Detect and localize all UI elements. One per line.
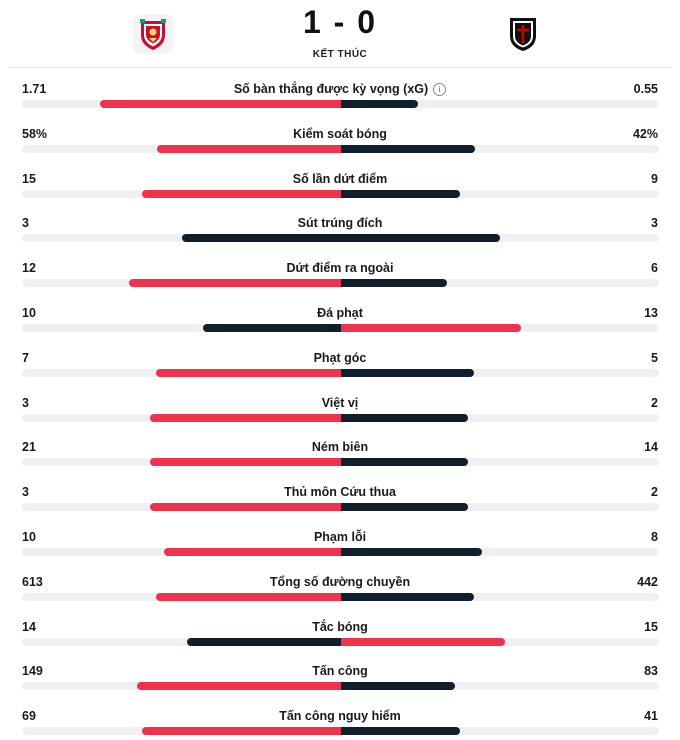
away-stat-value: 83 xyxy=(644,664,658,679)
stat-bar-track xyxy=(22,503,659,511)
stat-row xyxy=(0,292,680,337)
stat-label-text: Kiểm soát bóng xyxy=(293,126,387,141)
away-stat-bar xyxy=(341,548,482,556)
away-stat-bar xyxy=(341,324,521,332)
home-stat-bar xyxy=(150,458,341,466)
stat-row xyxy=(0,695,680,740)
stat-label xyxy=(0,306,680,320)
stat-row xyxy=(0,426,680,471)
away-stat-bar xyxy=(341,100,418,108)
home-stat-bar xyxy=(157,145,341,153)
home-stat-value: 58% xyxy=(22,126,48,141)
stat-row xyxy=(0,113,680,158)
home-stat-value: 149 xyxy=(22,664,43,679)
stat-label xyxy=(0,530,680,544)
stat-bar-track xyxy=(22,593,659,601)
stat-label xyxy=(0,351,680,365)
away-stat-bar xyxy=(341,593,474,601)
match-header xyxy=(0,0,680,66)
stat-row xyxy=(0,606,680,651)
home-stat-bar xyxy=(142,190,341,198)
away-stat-bar xyxy=(341,234,500,242)
home-stat-value: 21 xyxy=(22,440,36,455)
stat-bar-track xyxy=(22,279,659,287)
stat-label-text: Đá phạt xyxy=(317,305,363,320)
home-stat-bar xyxy=(150,414,341,422)
home-stat-bar xyxy=(100,100,341,108)
home-stat-bar xyxy=(150,503,341,511)
away-stat-bar xyxy=(341,414,468,422)
home-stat-value: 7 xyxy=(22,350,29,365)
stat-label xyxy=(0,82,680,96)
stat-label xyxy=(0,485,680,499)
stat-label xyxy=(0,709,680,723)
home-stat-bar xyxy=(182,234,341,242)
away-stat-value: 13 xyxy=(644,305,658,320)
home-stat-bar xyxy=(156,593,341,601)
home-stat-value: 14 xyxy=(22,619,36,634)
home-stat-value: 3 xyxy=(22,216,29,231)
away-stat-value: 2 xyxy=(651,485,658,500)
away-stat-value: 15 xyxy=(644,619,658,634)
away-stat-bar xyxy=(341,638,505,646)
home-stat-value: 69 xyxy=(22,709,36,724)
stat-label-text: Phạt góc xyxy=(313,350,367,365)
home-stat-value: 613 xyxy=(22,574,43,589)
away-stat-value: 6 xyxy=(651,261,658,276)
stat-bar-track xyxy=(22,145,659,153)
away-stat-value: 8 xyxy=(651,529,658,544)
stat-label-text: Số lần dứt điểm xyxy=(292,171,388,186)
home-stat-bar xyxy=(142,727,341,735)
stat-row xyxy=(0,247,680,292)
away-stat-value: 0.55 xyxy=(633,82,658,96)
home-stat-bar xyxy=(203,324,341,332)
stat-label-text: Việt vị xyxy=(321,395,359,410)
stat-row xyxy=(0,337,680,382)
home-stat-value: 1.71 xyxy=(22,82,47,96)
stats-list xyxy=(0,68,680,740)
stat-row xyxy=(0,561,680,606)
away-stat-value: 41 xyxy=(644,709,658,724)
away-stat-bar xyxy=(341,458,468,466)
stat-bar-track xyxy=(22,234,659,242)
info-icon[interactable]: i xyxy=(433,83,446,96)
stat-bar-track xyxy=(22,727,659,735)
stat-row xyxy=(0,158,680,203)
stat-label xyxy=(0,396,680,410)
stat-label xyxy=(0,664,680,678)
home-stat-bar xyxy=(156,369,342,377)
stat-label xyxy=(0,440,680,454)
stat-label-text: Tấn công xyxy=(312,664,368,679)
stat-bar-track xyxy=(22,682,659,690)
stat-label-text: Tấn công nguy hiểm xyxy=(279,709,401,724)
stat-row xyxy=(0,382,680,427)
away-stat-bar xyxy=(341,190,460,198)
match-score: 1 - 0 xyxy=(302,4,378,40)
stat-label-text: Tổng số đường chuyền xyxy=(269,574,411,589)
stat-label-text: Tắc bóng xyxy=(312,619,368,634)
stat-row xyxy=(0,202,680,247)
home-stat-bar xyxy=(164,548,341,556)
away-stat-value: 3 xyxy=(651,216,658,231)
stat-bar-track xyxy=(22,638,659,646)
stat-bar-track xyxy=(22,190,659,198)
home-stat-value: 12 xyxy=(22,261,36,276)
stat-label-text: Số bàn thắng được kỳ vọng (xG) xyxy=(233,82,429,96)
stat-row xyxy=(0,471,680,516)
stat-bar-track xyxy=(22,414,659,422)
stat-label xyxy=(0,216,680,230)
home-stat-bar xyxy=(187,638,341,646)
away-stat-value: 5 xyxy=(651,350,658,365)
stat-row xyxy=(0,68,680,113)
stat-bar-track xyxy=(22,548,659,556)
away-stat-value: 442 xyxy=(637,574,658,589)
stat-label-text: Sút trúng đích xyxy=(297,216,383,231)
stat-label-text: Dứt điểm ra ngoài xyxy=(286,261,394,276)
stat-bar-track xyxy=(22,100,659,108)
home-stat-value: 3 xyxy=(22,485,29,500)
away-stat-bar xyxy=(341,145,475,153)
away-stat-bar xyxy=(341,682,455,690)
match-status: KẾT THÚC xyxy=(312,49,368,60)
home-stat-value: 3 xyxy=(22,395,29,410)
home-stat-value: 10 xyxy=(22,305,36,320)
stat-row xyxy=(0,650,680,695)
stat-label xyxy=(0,620,680,634)
home-stat-bar xyxy=(137,682,341,690)
stat-label-text: Ném biên xyxy=(311,440,369,455)
away-stat-value: 2 xyxy=(651,395,658,410)
stat-label xyxy=(0,261,680,275)
stat-bar-track xyxy=(22,458,659,466)
stat-bar-track xyxy=(22,369,659,377)
stat-label xyxy=(0,127,680,141)
away-stat-bar xyxy=(341,727,460,735)
stat-bar-track xyxy=(22,324,659,332)
home-stat-value: 10 xyxy=(22,529,36,544)
stat-label-text: Phạm lỗi xyxy=(313,529,367,544)
away-stat-value: 14 xyxy=(644,440,658,455)
away-stat-bar xyxy=(341,279,447,287)
home-stat-value: 15 xyxy=(22,171,36,186)
home-stat-bar xyxy=(129,279,341,287)
stat-label-text: Thủ môn Cứu thua xyxy=(284,485,396,500)
away-stat-value: 9 xyxy=(651,171,658,186)
away-stat-bar xyxy=(341,503,468,511)
stat-row xyxy=(0,516,680,561)
stat-label xyxy=(0,172,680,186)
away-stat-value: 42% xyxy=(632,126,658,141)
fulham-crest-icon[interactable] xyxy=(503,14,543,54)
stat-label xyxy=(0,575,680,589)
away-stat-bar xyxy=(341,369,474,377)
